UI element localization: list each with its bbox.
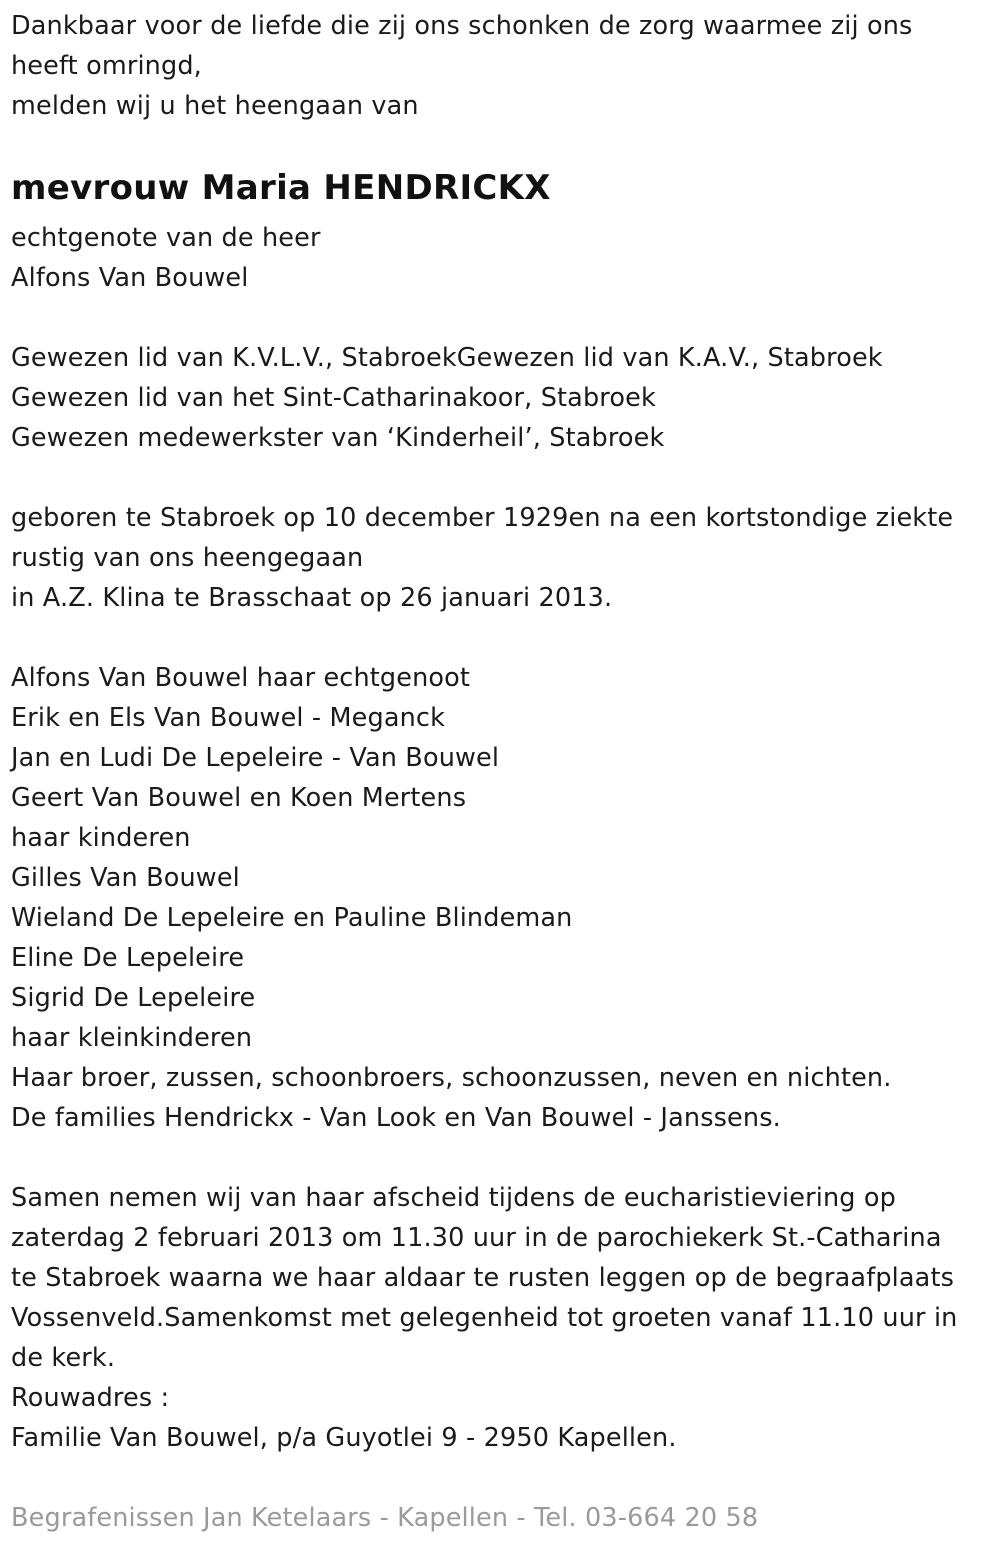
family-line: De families Hendrickx - Van Look en Van Bouwel - Janssens. [11, 1103, 781, 1133]
ceremony-line: zaterdag 2 februari 2013 om 11.30 uur in de parochiekerk St.-Catharina [11, 1223, 942, 1253]
family-line: haar kinderen [11, 823, 191, 853]
spacer [11, 618, 991, 658]
deceased-section [11, 166, 991, 298]
life-line: in A.Z. Klina te Brasschaat op 26 januari 2013. [11, 583, 613, 613]
family-line: Eline De Lepeleire [11, 943, 245, 973]
spacer [11, 458, 991, 498]
membership-line: Gewezen lid van het Sint-Catharinakoor, Stabroek [11, 383, 656, 413]
ceremony-section [11, 1178, 991, 1458]
family-line: Wieland De Lepeleire en Pauline Blindeman [11, 903, 573, 933]
membership-line: Gewezen medewerkster van ‘Kinderheil’, Stabroek [11, 423, 665, 453]
family-line: Sigrid De Lepeleire [11, 983, 256, 1013]
spacer [11, 298, 991, 338]
intro-line: melden wij u het heengaan van [11, 91, 419, 121]
spacer [11, 1138, 991, 1178]
life-section [11, 498, 991, 618]
family-line: Alfons Van Bouwel haar echtgenoot [11, 663, 471, 693]
ceremony-line: te Stabroek waarna we haar aldaar te rusten leggen op de begraafplaats [11, 1263, 955, 1293]
membership-line: Gewezen lid van K.V.L.V., StabroekGewezen lid van K.A.V., Stabroek [11, 343, 883, 373]
intro-section [11, 6, 991, 126]
mourning-address: Familie Van Bouwel, p/a Guyotlei 9 - 2950 Kapellen. [11, 1423, 677, 1453]
ceremony-line: Vossenveld.Samenkomst met gelegenheid tot groeten vanaf 11.10 uur in [11, 1303, 958, 1333]
family-line: Jan en Ludi De Lepeleire - Van Bouwel [11, 743, 500, 773]
deceased-name: mevrouw Maria HENDRICKX [11, 168, 551, 208]
family-line: Gilles Van Bouwel [11, 863, 240, 893]
mourning-address-label: Rouwadres : [11, 1383, 170, 1413]
family-line: Haar broer, zussen, schoonbroers, schoonzussen, neven en nichten. [11, 1063, 892, 1093]
life-line: geboren te Stabroek op 10 december 1929en na een kortstondige ziekte [11, 503, 954, 533]
life-line: rustig van ons heengegaan [11, 543, 364, 573]
funeral-home-footer: Begrafenissen Jan Ketelaars - Kapellen - Tel. 03-664 20 58 [11, 1503, 759, 1533]
family-line: haar kleinkinderen [11, 1023, 253, 1053]
ceremony-line: Samen nemen wij van haar afscheid tijdens de eucharistieviering op [11, 1183, 896, 1213]
intro-line: Dankbaar voor de liefde die zij ons schonken de zorg waarmee zij ons [11, 11, 913, 41]
family-section [11, 658, 991, 1138]
intro-line: heeft omringd, [11, 51, 202, 81]
spouse-name: Alfons Van Bouwel [11, 263, 249, 293]
spouse-line: echtgenote van de heer [11, 223, 321, 253]
family-line: Erik en Els Van Bouwel - Meganck [11, 703, 446, 733]
memberships-section [11, 338, 991, 458]
family-line: Geert Van Bouwel en Koen Mertens [11, 783, 467, 813]
ceremony-line: de kerk. [11, 1343, 116, 1373]
obituary-notice [11, 6, 991, 1538]
